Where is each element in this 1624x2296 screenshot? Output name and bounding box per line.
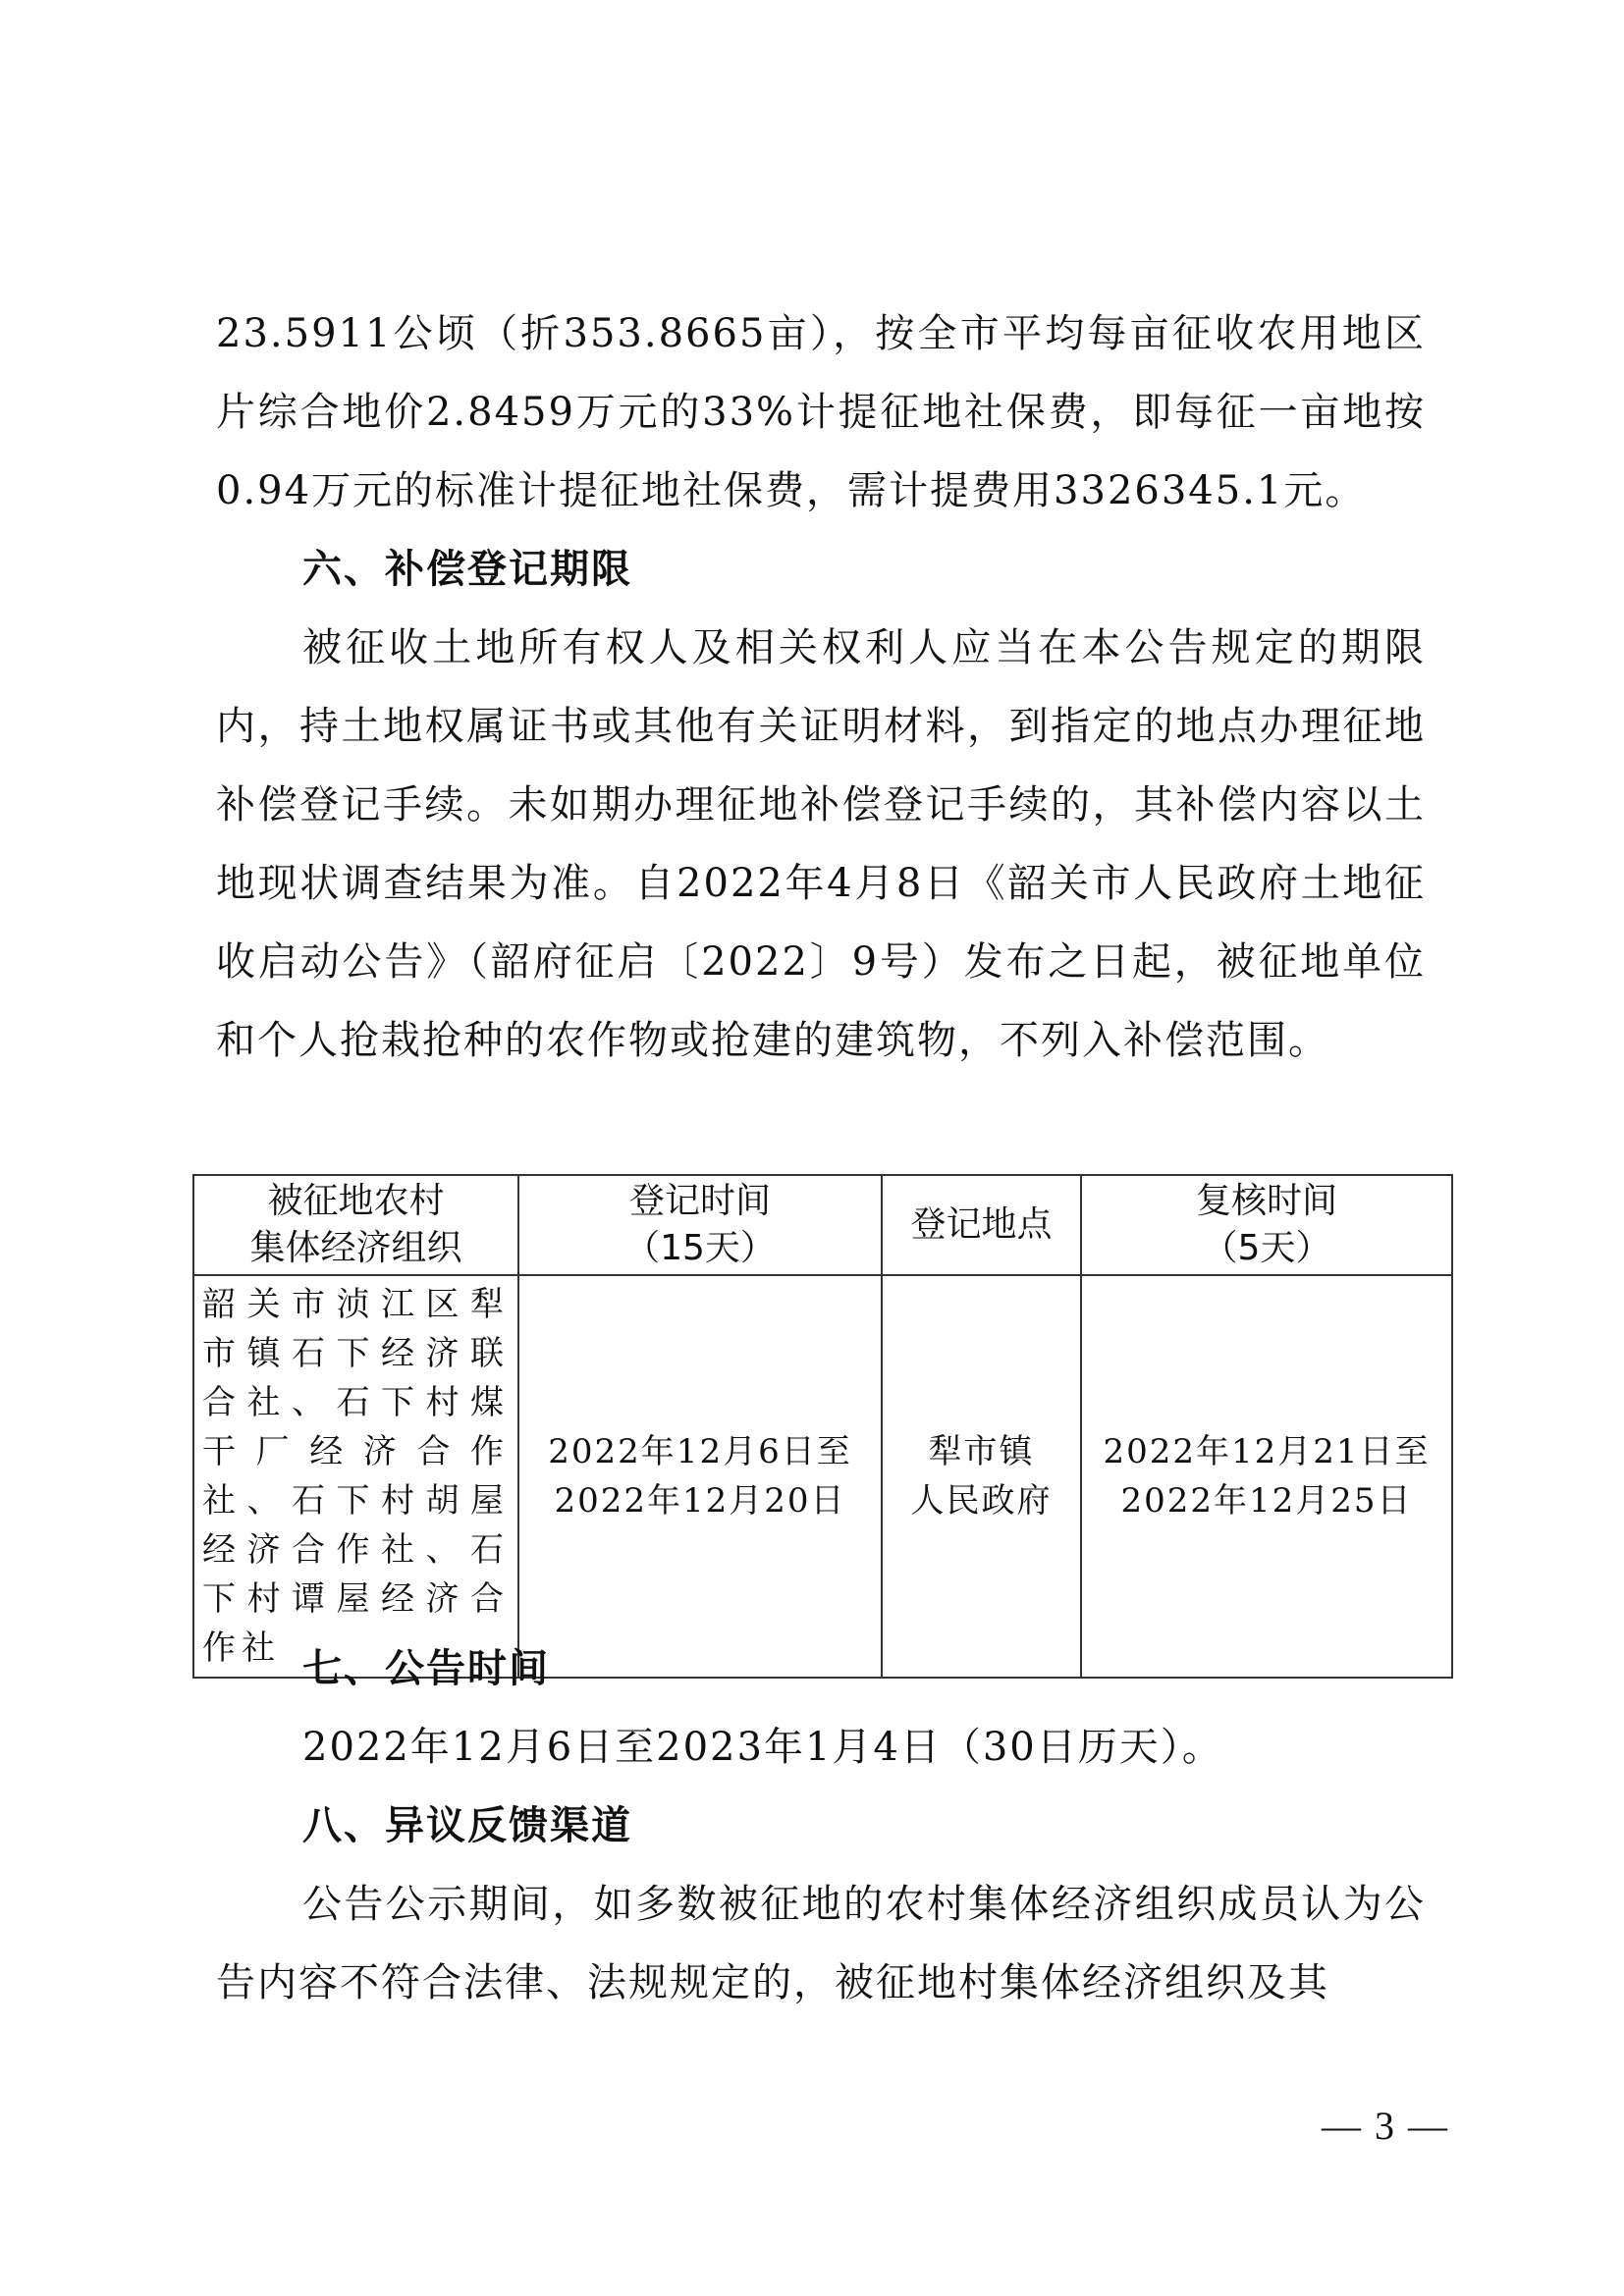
paragraph-social-security-fee: 23.5911公顷（折353.8665亩），按全市平均每亩征收农用地区片综合地价2.8459万元的33%计提征地社保费，即每征一亩地按0.94万元的标准计提征地社保费，需计提费用3326345.1元。	[216, 311, 1426, 513]
section-heading-7: 七、公告时间	[302, 1646, 550, 1691]
header-reg-time	[518, 1175, 882, 1275]
table-row	[193, 1275, 1452, 1678]
cell-place-line2: 人民政府	[910, 1481, 1053, 1521]
header-review-line2: （5天）	[1202, 1228, 1331, 1268]
table-header-row	[193, 1175, 1452, 1275]
cell-review-line1: 2022年12月21日至	[1103, 1432, 1431, 1471]
header-review-time	[1081, 1175, 1452, 1275]
cell-place-line1: 犁市镇	[928, 1432, 1035, 1471]
cell-reg-time	[518, 1275, 882, 1678]
registration-table	[192, 1174, 1453, 1679]
header-org-line1: 被征地农村	[267, 1181, 445, 1221]
cell-org: 韶关市浈江区犁市镇石下经济联合社、石下村煤干厂经济合作社、石下村胡屋经济合作社、石下村谭屋经济合作社	[193, 1275, 518, 1678]
cell-review-line2: 2022年12月25日	[1120, 1481, 1413, 1521]
header-org	[193, 1175, 518, 1275]
cell-reg-time-line2: 2022年12月20日	[554, 1481, 846, 1521]
section-heading-6: 六、补偿登记期限	[302, 547, 632, 592]
header-org-line2: 集体经济组织	[249, 1228, 462, 1268]
cell-reg-place	[882, 1275, 1081, 1678]
paragraph-objection-channel: 公告公示期间，如多数被征地的农村集体经济组织成员认为公告内容不符合法律、法规规定的，被征地村集体经济组织及其	[216, 1882, 1426, 2005]
paragraph-registration-period: 被征收土地所有权人及相关权利人应当在本公告规定的期限内，持土地权属证书或其他有关证明材料，到指定的地点办理征地补偿登记手续。未如期办理征地补偿登记手续的，其补偿内容以土地现状调查结果为准。自2022年4月8日《韶关市人民政府土地征收启动公告》（韶府征启〔2022〕9号）发布之日起，被征地单位和个人抢栽抢种的农作物或抢建的建筑物，不列入补偿范围。	[216, 625, 1426, 1063]
cell-reg-time-line1: 2022年12月6日至	[548, 1432, 852, 1471]
header-reg-time-line1: 登记时间	[628, 1181, 771, 1221]
cell-review-time	[1081, 1275, 1452, 1678]
section-heading-8: 八、异议反馈渠道	[302, 1803, 632, 1848]
header-reg-place: 登记地点	[882, 1175, 1081, 1275]
header-reg-time-line2: （15天）	[624, 1228, 776, 1268]
paragraph-announcement-period: 2022年12月6日至2023年1月4日（30日历天）。	[302, 1725, 1223, 1770]
page-number: — 3 —	[1322, 2104, 1449, 2148]
document-body-bottom	[216, 1629, 1426, 2022]
header-review-line1: 复核时间	[1195, 1181, 1337, 1221]
document-body-top	[216, 294, 1426, 1080]
